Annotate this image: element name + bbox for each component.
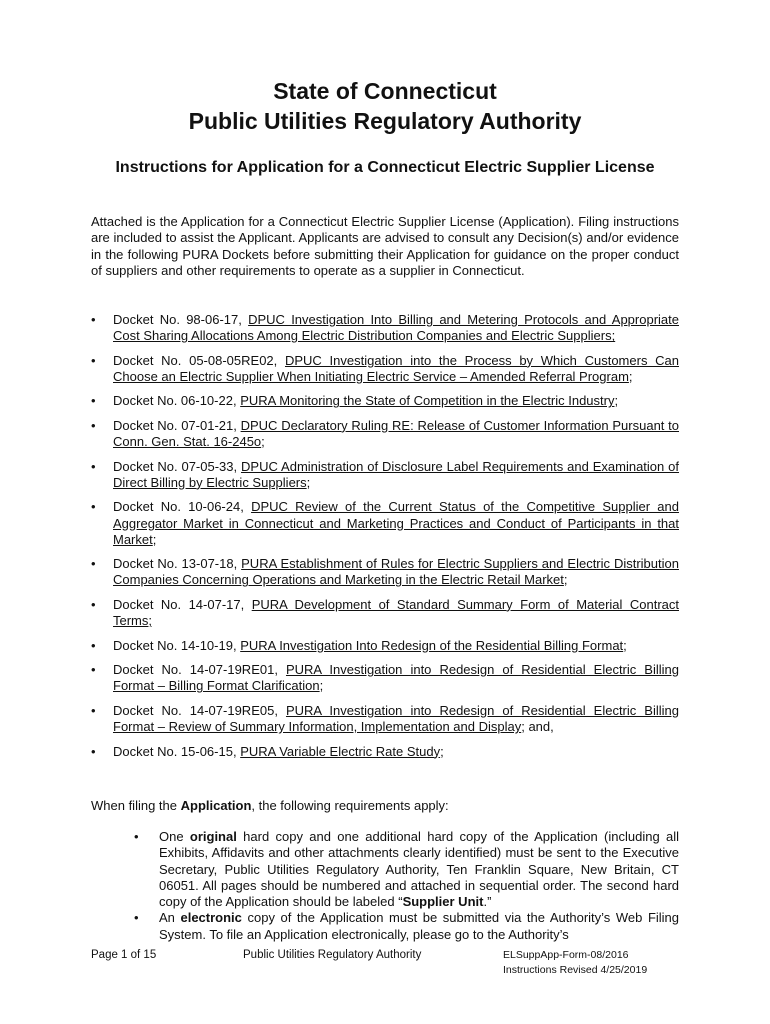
docket-item <box>91 638 679 654</box>
req-text: One <box>159 829 190 844</box>
filing-intro-bold: Application <box>180 798 252 813</box>
docket-item <box>91 744 679 760</box>
docket-link[interactable]: PURA Variable Electric Rate Study <box>240 743 441 759</box>
filing-requirements-intro <box>91 798 679 814</box>
docket-number: Docket No. 05-08-05RE02, <box>113 352 285 368</box>
filing-intro-text-after: , the following requirements apply: <box>251 798 449 813</box>
req-text: hard copy and one additional hard copy of the Application (including all Exhibits, Affidavits and other attachments clearly identified) must be sent to the Executive Secretary, Public Utilities Regulatory Authority, Ten Franklin Square, New Britain, CT 06051. All pages should be numbered and attached in sequential order. The second hard copy of the Application should be labeled “ <box>159 829 680 910</box>
docket-link[interactable]: DPUC Administration of Disclosure Label Requirements and Examination of Direct Billing by Electric Suppliers <box>113 458 679 490</box>
docket-number: Docket No. 07-01-21, <box>113 417 241 433</box>
req-text: An <box>159 910 181 926</box>
docket-suffix: ; <box>261 434 265 450</box>
docket-suffix: ; <box>628 368 633 384</box>
req-text: copy of the Application must be submitted via the Authority’s Web Filing System. To file an Application electronically, please go to the Authority’s <box>159 910 680 942</box>
bullet-icon: • <box>91 312 96 327</box>
docket-link[interactable]: PURA Monitoring the State of Competition in the Electric Industry <box>240 393 615 409</box>
filing-intro-text: When filing the <box>91 798 181 813</box>
bullet-icon: • <box>91 352 96 368</box>
docket-item <box>91 662 679 694</box>
docket-number: Docket No. 13-07-18, <box>113 556 242 572</box>
docket-suffix: ; <box>319 678 324 694</box>
bullet-icon: • <box>91 393 96 409</box>
docket-suffix: ; and, <box>521 719 554 735</box>
footer-page-number: Page 1 of 15 <box>91 949 157 961</box>
bullet-icon: • <box>91 417 96 433</box>
docket-number: Docket No. 98-06-17, <box>113 312 249 327</box>
docket-suffix: ; <box>623 637 627 653</box>
docket-suffix: ; <box>563 572 568 588</box>
docket-number: Docket No. 14-07-19RE01, <box>113 662 286 678</box>
footer-form-id: ELSuppApp-Form-08/2016 <box>503 949 629 961</box>
bullet-icon: • <box>91 458 96 474</box>
page-title-state: State of Connecticut <box>273 78 497 104</box>
docket-suffix: ; <box>614 393 619 409</box>
docket-number: Docket No. 14-10-19, <box>113 637 241 653</box>
req-text: .” <box>483 894 492 910</box>
docket-number: Docket No. 07-05-33, <box>113 458 242 474</box>
docket-item <box>91 393 679 409</box>
intro-paragraph: Attached is the Application for a Connecticut Electric Supplier License (Application). Filing instructions are included to assist the Applicant. Applicants are advised to consult any Decision(s) and/or evidence in the following PURA Dockets before submitting their Application for guidance on the proper conduct of suppliers and other requirements to operate as a supplier in Connecticut. <box>91 214 679 278</box>
bullet-icon: • <box>91 499 96 515</box>
docket-item <box>91 459 679 491</box>
bullet-icon: • <box>91 637 96 653</box>
bullet-icon: • <box>91 662 96 678</box>
docket-number: Docket No. 15-06-15, <box>113 743 241 759</box>
docket-item <box>91 418 679 450</box>
docket-suffix: ; <box>152 531 157 547</box>
bullet-icon: • <box>91 596 96 612</box>
docket-link[interactable]: DPUC Investigation into the Process by Which Customers Can Choose an Electric Supplier When Initiating Electric Service – Amended Referral Program <box>113 352 679 384</box>
bullet-icon: • <box>134 829 139 844</box>
docket-number: Docket No. 10-06-24, <box>113 499 252 515</box>
docket-item <box>91 703 679 735</box>
docket-link[interactable]: PURA Investigation Into Redesign of the Residential Billing Format <box>240 637 624 653</box>
docket-number: Docket No. 14-07-17, <box>113 596 252 612</box>
requirement-hard-copy <box>134 829 679 910</box>
bullet-icon: • <box>134 910 139 926</box>
footer-revised-date: Instructions Revised 4/25/2019 <box>503 964 648 976</box>
req-bold-label: Supplier Unit <box>402 894 484 910</box>
docket-link[interactable]: PURA Development of Standard Summary Form of Material Contract Terms; <box>113 596 679 629</box>
docket-link[interactable]: PURA Investigation into Redesign of Residential Electric Billing Format – Review of Summary Information, Implementation and Display <box>113 702 679 735</box>
docket-list <box>91 312 679 768</box>
req-bold: electronic <box>180 910 242 926</box>
docket-link[interactable]: DPUC Review of the Current Status of the Competitive Supplier and Aggregator Market in Connecticut and Marketing Practices and Conduct of Participants in that Market <box>113 499 679 547</box>
docket-item <box>91 499 679 548</box>
page-title-authority: Public Utilities Regulatory Authority <box>188 108 582 134</box>
docket-number: Docket No. 06-10-22, <box>113 393 241 409</box>
requirement-electronic-copy <box>134 910 679 943</box>
bullet-icon: • <box>91 556 96 572</box>
docket-number: Docket No. 14-07-19RE05, <box>113 702 286 718</box>
req-bold: original <box>189 829 237 844</box>
docket-item <box>91 597 679 629</box>
bullet-icon: • <box>91 702 96 718</box>
bullet-icon: • <box>91 743 96 759</box>
docket-item <box>91 312 679 344</box>
footer-authority: Public Utilities Regulatory Authority <box>243 949 422 961</box>
docket-suffix: ; <box>306 474 311 490</box>
docket-link[interactable]: PURA Investigation into Redesign of Residential Electric Billing Format – Billing Format Clarification <box>113 662 679 694</box>
docket-link[interactable]: PURA Establishment of Rules for Electric Suppliers and Electric Distribution Companies Concerning Operations and Marketing in the Electric Retail Market <box>113 556 679 588</box>
document-subtitle: Instructions for Application for a Connecticut Electric Supplier License <box>115 159 655 176</box>
docket-link[interactable]: DPUC Investigation Into Billing and Metering Protocols and Appropriate Cost Sharing Allocations Among Electric Distribution Companies and Electric Suppliers; <box>113 312 679 344</box>
docket-suffix: ; <box>440 743 444 759</box>
filing-requirements-list <box>134 829 679 943</box>
docket-item <box>91 353 679 385</box>
docket-item <box>91 556 679 588</box>
docket-link[interactable]: DPUC Declaratory Ruling RE: Release of Customer Information Pursuant to Conn. Gen. Stat. 16-245o <box>113 417 679 450</box>
